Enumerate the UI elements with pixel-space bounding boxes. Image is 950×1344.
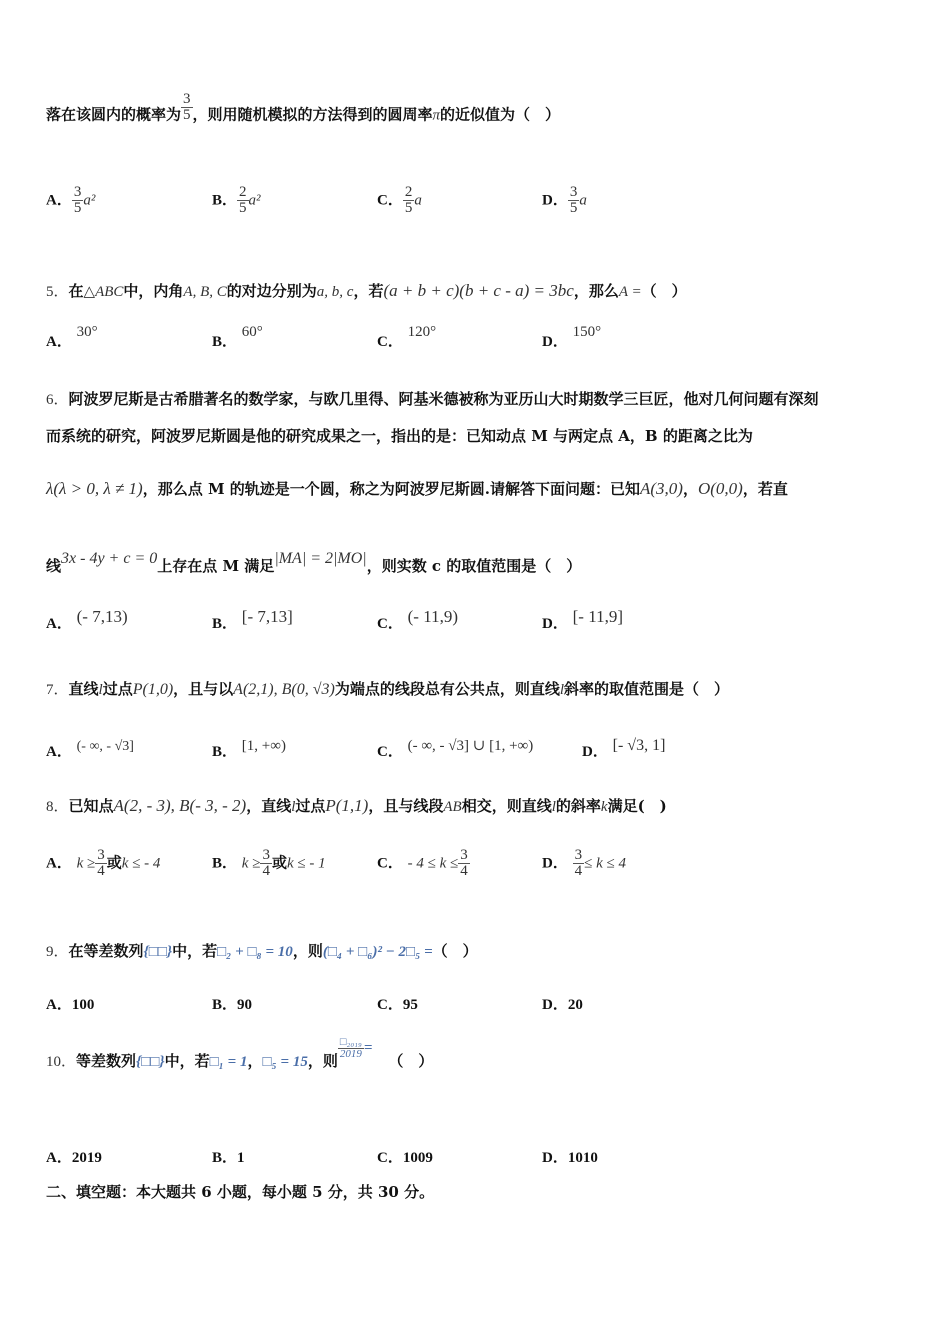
option-value: (- ∞, - √3] ∪ [1, +∞) — [407, 738, 534, 754]
option-label: C． — [377, 192, 403, 209]
q4-text-1: 落在该圆内的概率为 — [46, 105, 182, 124]
q10-ratio — [338, 1037, 364, 1060]
option-label: C． — [377, 855, 403, 872]
math: l — [559, 682, 564, 698]
math: □₂ + □₈ = 10 — [217, 944, 293, 960]
q4-option-d[interactable] — [542, 185, 587, 216]
q6-line-4 — [46, 550, 910, 576]
option-label: B． — [212, 334, 238, 350]
option-value: 1009 — [402, 1150, 433, 1166]
math: l — [291, 799, 296, 815]
option-value: [- 7,13] — [241, 607, 293, 626]
option-value: k ≤ - 4 — [121, 855, 161, 872]
option-label: C． — [377, 334, 403, 350]
option-value: 150° — [572, 324, 602, 340]
q5-option-d[interactable] — [542, 324, 602, 351]
frac-num: 3 — [262, 847, 270, 863]
q6-text: ，那么点 M 的轨迹是一个圆，称之为阿波罗尼斯圆.请解答下面问题：已知 — [142, 480, 640, 498]
math: □₁ = 1 — [209, 1054, 248, 1070]
math: P(1,1) — [325, 796, 369, 815]
option-label: A． — [46, 334, 72, 350]
option-label: B． — [212, 855, 238, 872]
q10-text: 等差数列 — [76, 1052, 137, 1070]
frac-den: 2019 — [339, 1047, 362, 1060]
q6-text: 而系统的研究，阿波罗尼斯圆是他的研究成果之一，指出的是：已知动点 M 与两定点 A，B 的距离之比为 — [46, 427, 753, 445]
math: A(2,1), B(0, √3) — [233, 681, 335, 698]
option-value: 100 — [71, 997, 95, 1013]
option-label: B． — [212, 997, 238, 1013]
q9-option-b[interactable] — [212, 993, 252, 1014]
frac-num: 3 — [73, 184, 82, 200]
q9-text: 在等差数列 — [68, 942, 144, 960]
option-label: C． — [377, 1150, 403, 1166]
frac-num: □₂₀₁₉ — [338, 1037, 364, 1049]
math: (□₄ + □₆)² − 2□₅ = — [322, 944, 433, 960]
option-tail: a² — [248, 192, 261, 209]
q9-stem — [46, 940, 910, 961]
q6-option-a[interactable] — [46, 607, 128, 633]
math: △ABC — [83, 284, 124, 300]
option-label: A． — [46, 997, 72, 1013]
frac-den: 5 — [73, 200, 82, 216]
frac-den: 4 — [574, 863, 583, 879]
q6-text: 上存在点 M 满足 — [157, 557, 275, 575]
option-value: 20 — [567, 997, 583, 1013]
q6-text: 线 — [46, 557, 62, 575]
q4-option-a[interactable] — [46, 185, 95, 216]
q8-text: 的斜率 — [555, 797, 601, 815]
q6-text: ， — [682, 480, 698, 498]
frac-den: 5 — [404, 200, 413, 216]
math: l — [551, 799, 556, 815]
option-value: 30° — [76, 324, 98, 340]
q5-option-c[interactable] — [377, 324, 437, 351]
q8-option-d[interactable] — [542, 848, 626, 879]
q5-text: 中，内角 — [123, 282, 184, 300]
frac-num: 3 — [183, 91, 191, 107]
option-label: A． — [46, 1150, 72, 1166]
q8-option-a[interactable] — [46, 848, 160, 879]
option-value: [- 11,9] — [572, 607, 623, 626]
question-number: 10． — [46, 1054, 77, 1070]
q7-text: ，且与以 — [173, 680, 234, 698]
option-or: 或 — [106, 853, 122, 872]
math: a, b, c — [316, 284, 354, 300]
option-value: k ≤ - 1 — [286, 855, 326, 872]
question-number: 8． — [46, 799, 69, 815]
q8-text: ，直线 — [246, 797, 292, 815]
math: AB — [443, 799, 462, 815]
section-heading: 二、填空题：本大题共 6 小题，每小题 5 分，共 30 分。 — [46, 1183, 435, 1201]
option-label: D． — [542, 855, 568, 872]
option-value: 120° — [407, 324, 437, 340]
option-label: C． — [377, 997, 403, 1013]
math: l — [98, 682, 103, 698]
option-label: B． — [212, 1150, 238, 1166]
q6-text: 阿波罗尼斯是古希腊著名的数学家，与欧几里得、阿基米德被称为亚历山大时期数学三巨匠，他对几何问题有深刻 — [68, 390, 819, 408]
q9-text: ，则 — [292, 942, 323, 960]
q10-option-a[interactable] — [46, 1146, 102, 1167]
option-label: A． — [46, 192, 72, 209]
q10-text: ， — [247, 1052, 263, 1070]
q8-text: 相交，则直线 — [461, 797, 552, 815]
option-fraction — [237, 185, 249, 216]
math: k — [600, 799, 608, 815]
option-label: A． — [46, 616, 72, 632]
frac-den: 4 — [262, 863, 270, 879]
math: λ(λ > 0, λ ≠ 1) — [46, 479, 143, 498]
q8-text: 过点 — [295, 797, 326, 815]
q10-option-b[interactable] — [212, 1146, 245, 1167]
option-label: B． — [212, 744, 238, 760]
math: A(3,0) — [640, 479, 683, 498]
q4-option-c[interactable] — [377, 185, 422, 216]
option-value: (- 7,13) — [76, 607, 128, 626]
option-fraction — [573, 848, 585, 879]
q5-text: ，那么 — [573, 282, 619, 300]
q6-option-b[interactable] — [212, 607, 293, 633]
option-value: k ≥ — [241, 855, 261, 872]
q9-text: （ ） — [432, 942, 478, 960]
option-value: 1 — [237, 1150, 245, 1166]
frac-den: 5 — [183, 107, 191, 123]
q5-option-a[interactable] — [46, 324, 98, 351]
option-tail: a — [414, 192, 422, 209]
q5-option-b[interactable] — [212, 324, 263, 351]
q6-text: ，则实数 c 的取值范围是（ ） — [366, 557, 582, 575]
option-label: B． — [212, 192, 238, 209]
option-label: C． — [377, 616, 403, 632]
q10-option-c[interactable] — [377, 1146, 433, 1167]
option-label: D． — [542, 616, 568, 632]
option-fraction — [260, 848, 272, 879]
q7-stem — [46, 678, 910, 699]
math: |MA| = 2|MO| — [274, 550, 367, 567]
q7-text: 过点 — [102, 680, 133, 698]
q8-text: 满足( ) — [607, 797, 667, 815]
option-fraction — [95, 848, 107, 879]
q9-option-a[interactable] — [46, 993, 94, 1014]
q6-option-d[interactable] — [542, 607, 623, 633]
option-value: ≤ k ≤ 4 — [584, 855, 626, 872]
q5-text: 的对边分别为 — [226, 282, 317, 300]
option-label: A． — [46, 855, 72, 872]
q4-stem — [46, 91, 910, 131]
q7-option-a[interactable] — [46, 740, 134, 761]
option-value: k ≥ — [76, 855, 96, 872]
option-fraction — [568, 185, 580, 216]
q8-text: ，且与线段 — [368, 797, 444, 815]
option-tail: a² — [83, 192, 96, 209]
math: A, B, C — [183, 284, 227, 300]
math: O(0,0) — [697, 479, 743, 498]
q10-text: （ ） — [388, 1052, 434, 1070]
q6-line-2 — [46, 425, 910, 446]
math: (a + b + c)(b + c - a) = 3bc — [383, 281, 574, 300]
q5-text: 在 — [68, 282, 84, 300]
q9-text: 中，若 — [172, 942, 218, 960]
option-value: 1010 — [567, 1150, 598, 1166]
frac-den: 5 — [239, 200, 247, 216]
option-label: D． — [542, 1150, 568, 1166]
frac-num: 3 — [569, 184, 578, 200]
question-number: 9． — [46, 944, 69, 960]
math: = — [363, 1040, 373, 1056]
option-value: [1, +∞) — [241, 738, 286, 754]
q5-text: （ ） — [641, 282, 687, 300]
frac-num: 2 — [404, 184, 413, 200]
q6-text: ，若直 — [742, 480, 788, 498]
option-label: C． — [377, 744, 403, 760]
q7-option-b[interactable] — [212, 740, 286, 761]
option-value: 90 — [237, 997, 253, 1013]
option-fraction — [72, 185, 84, 216]
option-value: 95 — [402, 997, 418, 1013]
frac-num: 3 — [97, 847, 105, 863]
q7-text: 为端点的线段总有公共点，则直线 — [334, 680, 560, 698]
option-fraction — [458, 848, 470, 879]
question-number: 5． — [46, 284, 69, 300]
math: A(2, - 3), B(- 3, - 2) — [113, 796, 247, 815]
option-label: B． — [212, 616, 238, 632]
option-value: 2019 — [71, 1150, 102, 1166]
frac-den: 5 — [569, 200, 578, 216]
option-value: - 4 ≤ k ≤ — [407, 855, 459, 872]
q10-text: ，则 — [307, 1052, 338, 1070]
math: P(1,0) — [132, 681, 174, 698]
math: {□□} — [143, 944, 173, 960]
math: {□□} — [136, 1054, 165, 1070]
option-or: 或 — [271, 853, 287, 872]
q10-stem — [46, 1035, 910, 1074]
option-value: (- 11,9) — [407, 607, 458, 626]
q5-text: ，若 — [353, 282, 384, 300]
q7-text: 直线 — [68, 680, 99, 698]
q4-option-b[interactable] — [212, 185, 261, 216]
math: □₅ = 15 — [262, 1054, 308, 1070]
q6-line-3 — [46, 478, 910, 499]
option-label: D． — [542, 334, 568, 350]
q8-stem — [46, 795, 910, 816]
q9-option-d[interactable] — [542, 993, 583, 1014]
option-tail: a — [579, 192, 587, 209]
option-value: (- ∞, - √3] — [76, 739, 134, 754]
q7-option-c[interactable] — [377, 740, 533, 761]
question-number: 7． — [46, 682, 69, 698]
option-label: D． — [542, 997, 568, 1013]
q8-option-b[interactable] — [212, 848, 326, 879]
q9-option-c[interactable] — [377, 993, 418, 1014]
pi-symbol: π — [432, 107, 441, 124]
q5-stem — [46, 280, 910, 301]
option-label: A． — [46, 744, 72, 760]
option-value: 60° — [241, 324, 263, 340]
q10-option-d[interactable] — [542, 1146, 598, 1167]
q8-option-c[interactable] — [377, 848, 470, 879]
frac-den: 4 — [97, 863, 105, 879]
option-label: D． — [582, 744, 608, 760]
option-value: [- √3, 1] — [612, 737, 666, 754]
frac-den: 4 — [460, 863, 468, 879]
frac-num: 3 — [574, 847, 583, 863]
q7-text: 斜率的取值范围是（ ） — [564, 680, 730, 698]
option-label: D． — [542, 192, 568, 209]
frac-num: 2 — [239, 184, 247, 200]
q4-text-2: ，则用随机模拟的方法得到的圆周率 — [192, 105, 433, 124]
q10-text: 中，若 — [164, 1052, 210, 1070]
math: 3x - 4y + c = 0 — [61, 550, 158, 567]
q7-option-d[interactable] — [582, 737, 666, 761]
q4-fraction — [181, 92, 193, 123]
option-fraction — [403, 185, 415, 216]
frac-num: 3 — [460, 847, 468, 863]
q6-line-1 — [46, 388, 910, 409]
q6-option-c[interactable] — [377, 607, 458, 633]
q8-text: 已知点 — [68, 797, 114, 815]
question-number: 6． — [46, 392, 69, 408]
q4-text-3: 的近似值为（ ） — [440, 105, 561, 124]
math: A = — [618, 284, 642, 300]
